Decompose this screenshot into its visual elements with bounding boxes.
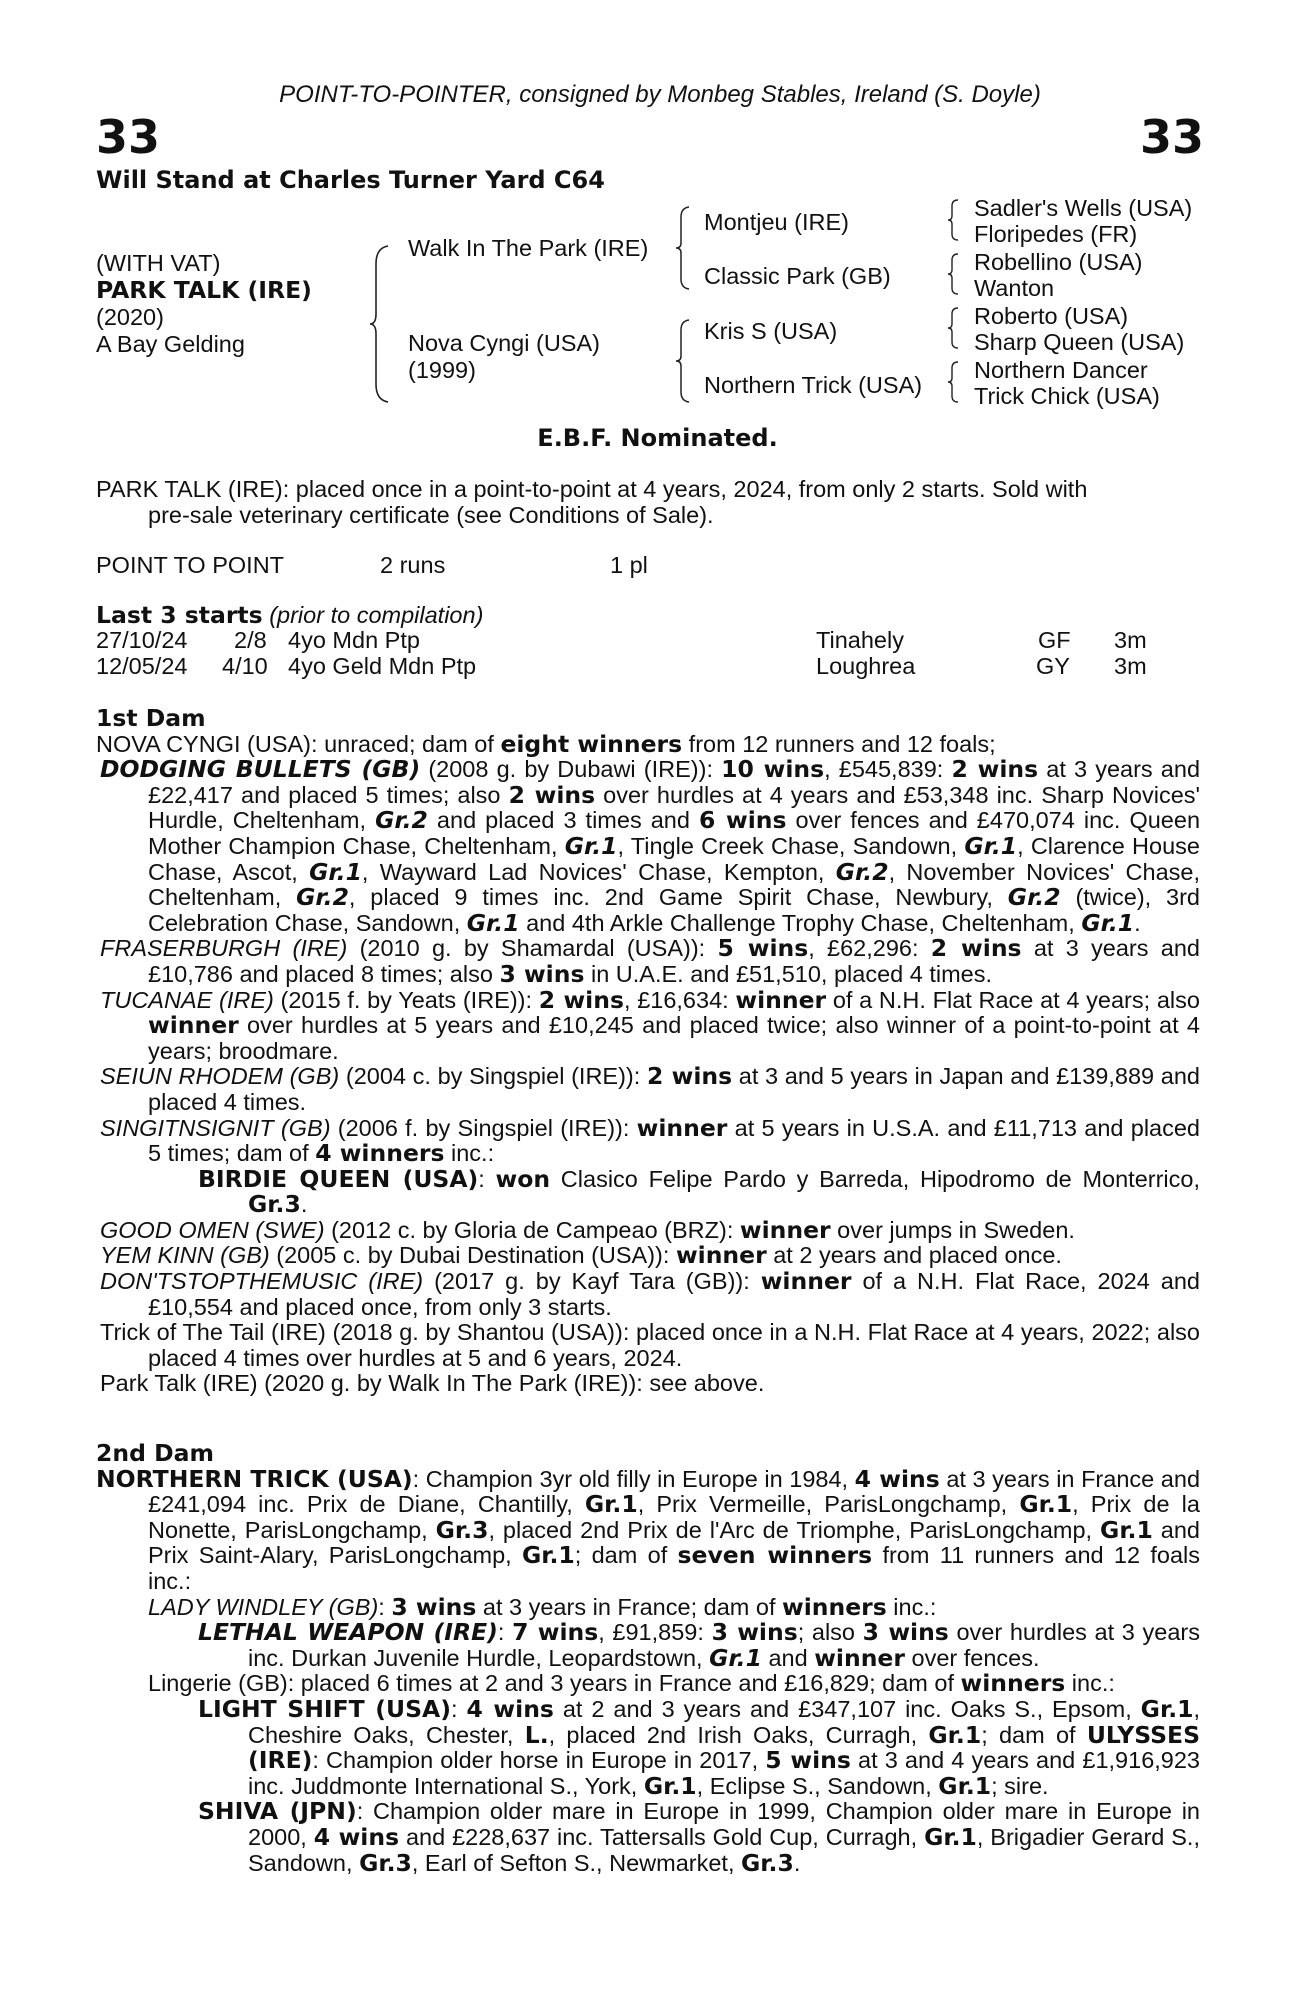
pedigree-sire: Walk In The Park (IRE) [408,235,649,261]
pedigree-dam-sire: Kris S (USA) [704,318,838,344]
text-bold: 2 wins [538,985,624,1014]
text-bold: 4 wins [313,1822,400,1851]
progeny-singitnsignit [96,1113,1200,1168]
text: , Prix de la Nonette, ParisLongchamp, [148,1491,1200,1543]
horse-description: A Bay Gelding [96,331,245,357]
horse-summary [96,477,1200,528]
grade: Gr.1 [643,1771,697,1800]
text: , Eclipse S., Sandown, [696,1772,939,1799]
text: in U.A.E. and £51,510, placed 4 times. [584,960,993,987]
grade: Gr.1 [1100,1515,1153,1544]
horse-name: SINGITNSIGNIT (GB) [100,1114,331,1141]
text: (2015 f. by Yeats (IRE)): [273,986,539,1013]
record-placed: 1 pl [610,552,648,578]
row-date: 27/10/24 [96,627,188,653]
text-bold: winner [148,1011,239,1040]
pedigree-sire-dam: Classic Park (GB) [704,263,891,289]
text: : [478,1165,496,1192]
text: inc.: [444,1140,495,1167]
text: over jumps in Sweden. [830,1216,1075,1243]
text: Clasico Felipe Pardo y Barreda, Hipodromo de Monterrico, [550,1165,1200,1192]
row-course: Tinahely [816,627,904,653]
text: : Champion 3yr old filly in Europe in 1984, [412,1465,855,1492]
lot-number-right: 33 [1140,110,1205,164]
progeny-good-omen [96,1215,1200,1244]
summary-line-1: PARK TALK (IRE): placed once in a point-to-point at 4 years, 2024, from only 2 starts. Sold with [96,476,1088,502]
grade: Gr.1 [928,1720,982,1749]
grade: Gr.1 [1019,1490,1073,1519]
text: over hurdles at 4 years and £53,348 inc. Sharp Novices' Hurdle, Cheltenham, [148,781,1201,834]
text: at 3 and 4 years and £1,916,923 inc. Juddmonte International S., York, [248,1747,1200,1799]
text-bold: winner [735,985,827,1014]
grade: Gr.2 [835,857,889,886]
progeny-fraserburgh [96,936,1200,987]
text: (2006 f. by Singspiel (IRE)): [330,1114,637,1141]
horse-name: DON'TSTOPTHEMUSIC (IRE) [100,1268,424,1295]
text-bold: winner [814,1643,905,1672]
pedigree-g7: Northern Dancer [974,357,1148,383]
progeny-lingerie [96,1671,1200,1697]
consignor-line: POINT-TO-POINTER, consigned by Monbeg Stables, Ireland (S. Doyle) [279,81,1041,108]
text-bold: 2 wins [508,780,596,809]
last-starts-heading [96,603,483,629]
row-going: GY [1036,653,1070,679]
text: ; dam of [574,1542,678,1569]
text-bold: winner [636,1113,728,1142]
pedigree-dam-dam: Northern Trick (USA) [704,372,923,398]
horse-name: YEM KINN (GB) [100,1242,270,1269]
text: (twice), 3rd Celebration Chase, Sandown, [148,884,1200,936]
text-bold: 2 wins [930,934,1022,963]
text: , placed 9 times inc. 2nd Game Spirit Chase, Newbury, [348,884,1008,911]
first-dam-title: 1st Dam [96,704,206,732]
text: over hurdles at 5 years and £10,245 and placed twice; also winner of a point-to-point at 4 years; broodmare. [148,1012,1200,1064]
brace-sire [674,205,692,291]
row-pos: 2/8 [234,627,267,653]
text-bold: 6 wins [698,806,787,835]
progeny-lethal-weapon [146,1620,1200,1671]
progeny-seiun-rhodem [96,1064,1200,1115]
row-race: 4yo Mdn Ptp [288,627,420,653]
text: at 3 and 5 years in Japan and £139,889 and placed 4 times. [148,1063,1200,1115]
text: Trick of The Tail (IRE) (2018 g. by Shantou (USA)): placed once in a N.H. Flat Race at 4 years, 2022; also placed 4 times over hurdles at 5 and 6 years, 2024. [100,1319,1200,1371]
progeny-tucanae [96,985,1200,1065]
text-bold: winner [760,1267,852,1296]
text: of a N.H. Flat Race at 4 years; also [826,986,1200,1013]
text: at 3 years and £22,417 and placed 5 times; also [148,756,1201,808]
text-bold: 3 wins [862,1618,949,1647]
horse-name: FRASERBURGH (IRE) [100,935,348,962]
text: (2017 g. by Kayf Tara (GB)): [423,1268,761,1295]
pedigree-g5: Roberto (USA) [974,303,1129,329]
pedigree-g6: Sharp Queen (USA) [974,329,1185,355]
text: of a N.H. Flat Race, 2024 and £10,554 and placed once, from only 3 starts. [148,1268,1200,1320]
text-bold: winner [675,1241,767,1270]
pedigree-g2: Floripedes (FR) [974,221,1138,247]
text: , £62,296: [808,935,931,962]
text: , placed 2nd Irish Oaks, Curragh, [548,1721,929,1748]
text-bold: 3 wins [499,959,585,988]
grade: Gr.2 [375,806,428,835]
text-bold: 3 wins [391,1592,477,1621]
text: and Prix Saint-Alary, ParisLongchamp, [148,1516,1200,1569]
text-bold: 5 wins [765,1746,851,1775]
horse-name: ULYSSES (IRE) [248,1720,1200,1775]
text: (2005 c. by Dubai Destination (USA)): [269,1242,676,1269]
text: at 3 years and £10,786 and placed 8 times; also [148,935,1200,987]
text: over fences and £470,074 inc. Queen Mother Champion Chase, Cheltenham, [148,807,1201,859]
brace-gen1 [368,244,392,404]
first-dam-section [96,706,1200,1397]
text-bold: winner [739,1215,831,1244]
text: at 2 and 3 years and £347,107 inc. Oaks S., Epsom, [553,1695,1141,1722]
brace-g1 [946,198,960,242]
text: (2012 c. by Gloria de Campeao (BRZ): [324,1216,740,1243]
text: and 4th Arkle Challenge Trophy Chase, Cheltenham, [519,909,1082,936]
progeny-dontstopthemusic [96,1269,1200,1320]
text: from 11 runners and 12 foals inc.: [148,1542,1200,1594]
horse-name: PARK TALK (IRE) [96,276,312,304]
grade: Gr.3 [359,1848,412,1877]
horse-name: LIGHT SHIFT (USA) [198,1694,451,1723]
text: : [378,1593,392,1620]
row-pos: 4/10 [222,653,268,679]
horse-identity [96,250,312,358]
text: : [497,1619,513,1646]
horse-name: LADY WINDLEY (GB) [148,1593,379,1620]
text-bold: 7 wins [512,1618,599,1647]
text: . [300,1191,308,1218]
grade: Gr.1 [924,1822,977,1851]
row-race: 4yo Geld Mdn Ptp [288,653,477,679]
text: at 2 years and placed once. [766,1242,1062,1269]
row-dist: 3m [1114,627,1147,653]
grade: Gr.2 [1007,883,1061,912]
lot-number-left: 33 [96,110,161,164]
text: at 3 years in France and £241,094 inc. Prix de Diane, Chantilly, [148,1465,1201,1518]
pedigree-sire-sire: Montjeu (IRE) [704,209,849,235]
horse-name: SEIUN RHODEM (GB) [100,1063,340,1090]
grade: Gr.3 [435,1515,489,1544]
ebf-nominated: E.B.F. Nominated. [537,424,778,452]
pedigree-g8: Trick Chick (USA) [974,383,1160,409]
text: : Champion older mare in Europe in 1999, Champion older mare in Europe in 2000, [248,1798,1200,1850]
grade: Gr.1 [564,831,618,860]
grade: Gr.1 [964,831,1018,860]
text-bold: 4 wins [854,1464,940,1493]
text: at 3 years in France; dam of [476,1593,782,1620]
text-bold: eight winners [500,729,683,758]
text-bold: 5 wins [717,934,809,963]
horse-year: (2020) [96,304,164,330]
text: . [793,1849,801,1876]
grade: Gr.3 [248,1190,301,1219]
text: , Earl of Sefton S., Newmarket, [411,1849,742,1876]
progeny-park-talk [96,1371,1200,1397]
record-runs: 2 runs [380,552,446,578]
text: , £545,839: [824,756,952,783]
second-dam-section [96,1441,1200,1876]
text: inc.: [1065,1670,1115,1697]
text: , Clarence House Chase, Ascot, [148,832,1200,885]
progeny-shiva [96,1799,1200,1876]
text: , November Novices' Chase, Cheltenham, [148,858,1200,911]
grade: L. [524,1720,549,1749]
text: , placed 2nd Prix de l'Arc de Triomphe, ParisLongchamp, [488,1516,1101,1543]
text-bold: 2 wins [951,755,1039,784]
text-bold: winners [782,1592,887,1621]
text-bold: 2 wins [646,1062,733,1091]
grade: Gr.1 [1140,1694,1194,1723]
pedigree-g3: Robellino (USA) [974,249,1143,275]
text: , Brigadier Gerard S., Sandown, [248,1823,1200,1876]
grade: Gr.3 [741,1848,794,1877]
stand-location: Will Stand at Charles Turner Yard C64 [96,166,605,194]
last-starts-title: Last 3 starts [96,601,263,629]
grade: Gr.1 [938,1771,992,1800]
text: over hurdles at 3 years inc. Durkan Juvenile Hurdle, Leopardstown, [248,1619,1200,1671]
progeny-trick-of-the-tail [96,1320,1200,1371]
grade: Gr.1 [466,908,520,937]
pedigree-dam: Nova Cyngi (USA) [408,330,600,356]
text: over fences. [904,1644,1040,1671]
row-going: GF [1038,627,1071,653]
horse-name: NORTHERN TRICK (USA) [96,1464,413,1493]
grade: Gr.2 [296,883,349,912]
pedigree-dam-year: (1999) [408,357,476,383]
text-bold: 10 wins [721,755,825,784]
brace-g2 [946,252,960,296]
text: (2008 g. by Dubawi (IRE)): [420,756,722,783]
text-bold: 4 wins [466,1694,554,1723]
grade: Gr.1 [521,1541,575,1570]
progeny-birdie-queen [96,1164,1200,1219]
grade: Gr.1 [1081,908,1135,937]
text: inc.: [886,1593,937,1620]
horse-name: DODGING BULLETS (GB) [100,755,421,784]
vat-label: (WITH VAT) [96,250,221,276]
text: , Prix Vermeille, ParisLongchamp, [637,1491,1020,1518]
progeny-dodging-bullets [96,757,1200,936]
text: ; dam of [981,1721,1087,1748]
text: from 12 runners and 12 foals; [682,730,996,757]
text: ; also [797,1619,863,1646]
text: , Cheshire Oaks, Chester, [248,1695,1201,1748]
text: NOVA CYNGI (USA): unraced; dam of [96,730,501,757]
last-starts-note: (prior to compilation) [269,602,484,628]
text-bold: winners [960,1669,1066,1698]
progeny-lady-windley [96,1592,1200,1621]
text: : [451,1695,467,1722]
grade: Gr.1 [709,1643,762,1672]
text: and £228,637 inc. Tattersalls Gold Cup, Curragh, [399,1823,925,1850]
text-bold: seven winners [677,1541,873,1570]
text: Lingerie (GB): placed 6 times at 2 and 3 years in France and £16,829; dam of [148,1670,961,1697]
text: , £91,859: [598,1619,712,1646]
brace-g3 [946,306,960,350]
text: (2010 g. by Shamardal (USA)): [347,935,718,962]
progeny-yem-kinn [96,1243,1200,1269]
text: and [761,1644,815,1671]
text: at 5 years in U.S.A. and £11,713 and placed 5 times; dam of [148,1114,1200,1167]
pedigree-g4: Wanton [974,275,1055,301]
text: , Tingle Creek Chase, Sandown, [617,832,965,859]
pedigree-g1: Sadler's Wells (USA) [974,195,1193,221]
horse-name: BIRDIE QUEEN (USA) [198,1164,479,1193]
horse-name: SHIVA (JPN) [198,1797,357,1826]
text: . [1134,909,1141,936]
text: , £16,634: [623,986,736,1013]
row-course: Loughrea [816,653,916,679]
grade: Gr.1 [584,1490,638,1519]
progeny-light-shift [96,1694,1201,1800]
text-bold: won [495,1164,551,1193]
text-bold: 3 wins [711,1618,798,1647]
first-dam-intro [96,729,1200,758]
text: (2004 c. by Singspiel (IRE)): [339,1063,647,1090]
text: , Wayward Lad Novices' Chase, Kempton, [361,858,836,885]
horse-name: TUCANAE (IRE) [100,986,274,1013]
text: and placed 3 times and [427,807,699,834]
brace-g4 [946,360,960,404]
row-date: 12/05/24 [96,653,188,679]
brace-dam [674,318,692,404]
second-dam-title: 2nd Dam [96,1439,214,1467]
record-label: POINT TO POINT [96,552,285,578]
text-bold: 4 winners [315,1139,445,1168]
text: Park Talk (IRE) (2020 g. by Walk In The Park (IRE)): see above. [100,1370,765,1397]
text: ; sire. [991,1772,1049,1799]
row-dist: 3m [1114,653,1147,679]
summary-line-2: pre-sale veterinary certificate (see Conditions of Sale). [148,501,714,528]
horse-name: GOOD OMEN (SWE) [100,1216,325,1243]
grade: Gr.1 [309,857,362,886]
text: : Champion older horse in Europe in 2017, [312,1747,766,1774]
second-dam-northern-trick [96,1464,1201,1595]
horse-name: LETHAL WEAPON (IRE) [198,1618,498,1647]
